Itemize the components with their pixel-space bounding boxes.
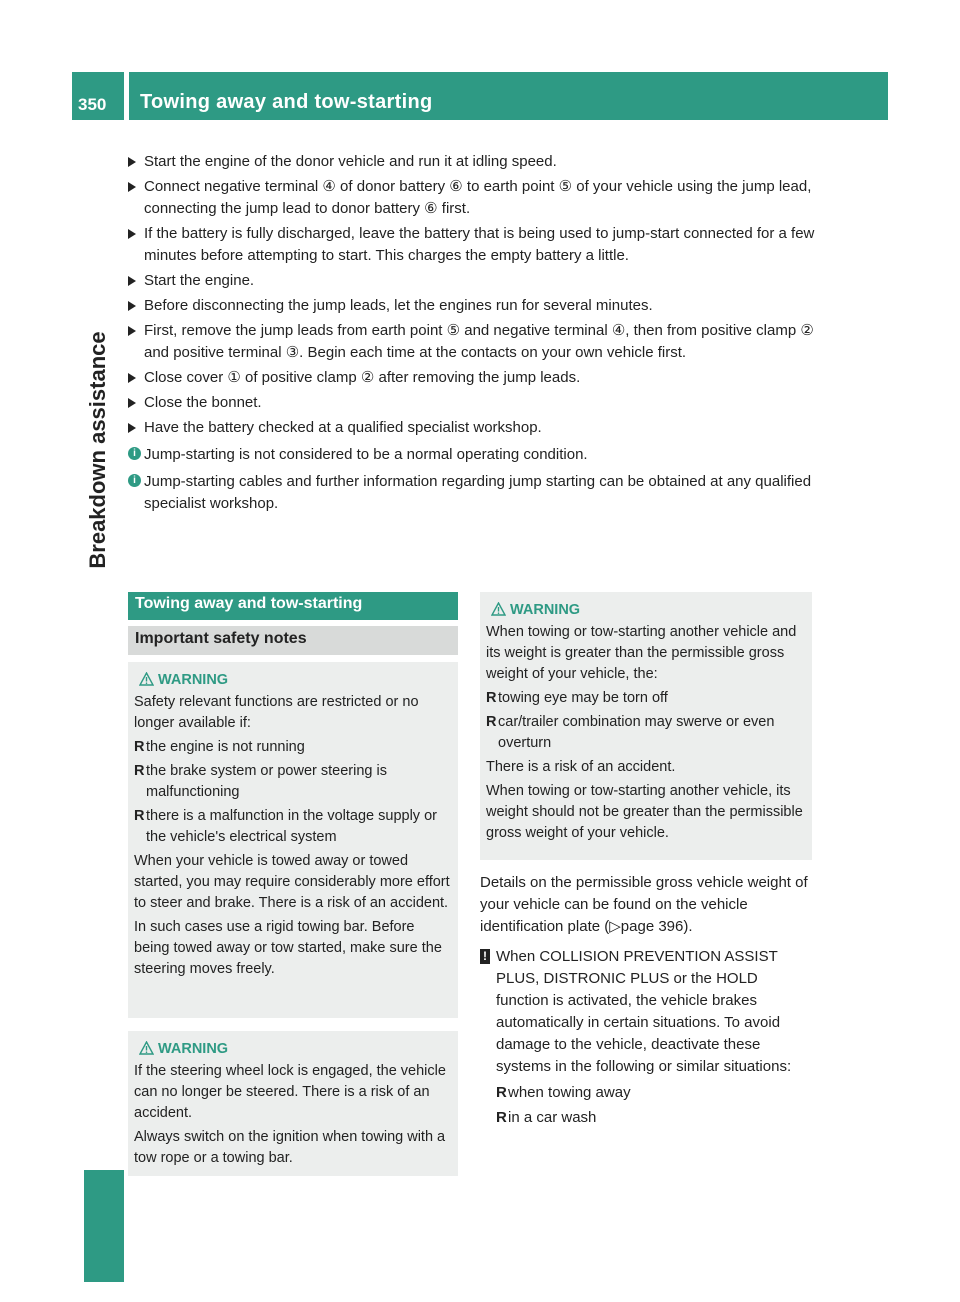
warning-text: Safety relevant functions are restricted or no longer available if: bbox=[134, 694, 419, 731]
section-heading bbox=[128, 592, 458, 620]
step-item bbox=[128, 417, 816, 439]
step-item bbox=[128, 151, 816, 173]
arrow-right-icon bbox=[128, 301, 136, 311]
warning-text: When towing or tow-starting another vehicle and its weight is greater than the permissible gross weight of your vehicle, the: bbox=[486, 624, 797, 682]
info-note bbox=[128, 471, 816, 515]
bullet-item: R the engine is not running bbox=[134, 739, 305, 755]
bullet-text: the engine is not running bbox=[146, 739, 305, 755]
warning-triangle-icon bbox=[139, 672, 154, 686]
page-header bbox=[129, 72, 888, 120]
warning-box bbox=[128, 662, 458, 1018]
caution-text: When COLLISION PREVENTION ASSIST PLUS, DISTRONIC PLUS or the HOLD function is activated, the vehicle brakes automatically in certain situations. To avoid damage to the vehicle, deactivate these systems in the following or similar situations: bbox=[496, 948, 792, 1075]
arrow-right-icon bbox=[128, 157, 136, 167]
warning-label: WARNING bbox=[510, 602, 581, 618]
info-icon: i bbox=[128, 474, 141, 487]
warning-text: There is a risk of an accident. bbox=[486, 759, 676, 775]
page-ref-arrow-icon: ▷ bbox=[609, 918, 621, 935]
arrow-right-icon bbox=[128, 276, 136, 286]
warning-text: If the steering wheel lock is engaged, the vehicle can no longer be steered. There is a risk of an accident. bbox=[134, 1063, 446, 1121]
bullet-item: R car/trailer combination may swerve or even overturn bbox=[486, 714, 775, 751]
step-item bbox=[128, 320, 816, 364]
page-number: 350 bbox=[78, 95, 107, 114]
arrow-right-icon bbox=[128, 229, 136, 239]
warning-label: WARNING bbox=[158, 672, 229, 688]
bullet-item: R in a car wash bbox=[496, 1109, 597, 1126]
exclamation-icon: ! bbox=[480, 949, 490, 964]
bullet-text: there is a malfunction in the voltage supply or the vehicle's electrical system bbox=[146, 808, 437, 845]
step-item bbox=[128, 223, 816, 267]
step-text: Before disconnecting the jump leads, let the engines run for several minutes. bbox=[144, 297, 653, 314]
sidebar-section-label: Breakdown assistance bbox=[85, 331, 110, 569]
step-item bbox=[128, 295, 816, 317]
warning-text: When towing or tow-starting another vehicle, its weight should not be greater than the permissible gross weight of your vehicle. bbox=[486, 783, 803, 841]
warning-text: In such cases use a rigid towing bar. Before being towed away or tow started, make sure the steering moves freely. bbox=[134, 919, 442, 977]
warning-text: Always switch on the ignition when towing with a tow rope or a towing bar. bbox=[134, 1129, 446, 1166]
step-text: Have the battery checked at a qualified specialist workshop. bbox=[144, 419, 542, 436]
page-number-box bbox=[72, 72, 124, 120]
warning-heading bbox=[134, 1039, 452, 1059]
instruction-steps bbox=[128, 151, 816, 519]
warning-box bbox=[128, 1031, 458, 1176]
bullet-text: car/trailer combination may swerve or even overturn bbox=[498, 714, 775, 751]
info-icon: i bbox=[128, 447, 141, 460]
warning-heading bbox=[134, 670, 452, 690]
subsection-heading bbox=[128, 626, 458, 655]
bullet-item: R when towing away bbox=[496, 1084, 631, 1101]
step-item bbox=[128, 176, 816, 220]
step-text: Start the engine of the donor vehicle and run it at idling speed. bbox=[144, 153, 557, 170]
bullet-text: towing eye may be torn off bbox=[498, 690, 668, 706]
arrow-right-icon bbox=[128, 398, 136, 408]
warning-triangle-icon bbox=[139, 1041, 154, 1055]
arrow-right-icon bbox=[128, 423, 136, 433]
step-item bbox=[128, 270, 816, 292]
section-title: Towing away and tow-starting bbox=[135, 595, 363, 612]
step-item bbox=[128, 392, 816, 414]
step-text: Close the bonnet. bbox=[144, 394, 262, 411]
warning-triangle-icon bbox=[491, 602, 506, 616]
details-block bbox=[480, 872, 812, 1132]
info-text: Jump-starting is not considered to be a normal operating condition. bbox=[144, 446, 588, 463]
warning-label: WARNING bbox=[158, 1041, 229, 1057]
bullet-item: R there is a malfunction in the voltage supply or the vehicle's electrical system bbox=[134, 808, 437, 845]
details-text: Details on the permissible gross vehicle weight of your vehicle can be found on the vehicle identification plate ( bbox=[480, 874, 808, 935]
page-reference-link[interactable]: page 396). bbox=[620, 918, 693, 935]
subsection-title: Important safety notes bbox=[135, 630, 307, 647]
step-text: Close cover ① of positive clamp ② after removing the jump leads. bbox=[144, 369, 581, 386]
arrow-right-icon bbox=[128, 182, 136, 192]
arrow-right-icon bbox=[128, 326, 136, 336]
bullet-item: R the brake system or power steering is malfunctioning bbox=[134, 763, 387, 800]
step-text: If the battery is fully discharged, leave the battery that is being used to jump-start connected for a few minutes before attempting to start. This charges the empty battery a little. bbox=[144, 225, 815, 264]
info-text: Jump-starting cables and further information regarding jump starting can be obtained at any qualified specialist workshop. bbox=[144, 473, 812, 512]
sidebar-color-block bbox=[84, 1170, 124, 1282]
bullet-item: R towing eye may be torn off bbox=[486, 690, 668, 706]
bullet-text: when towing away bbox=[508, 1084, 631, 1101]
warning-box bbox=[480, 592, 812, 860]
step-item bbox=[128, 367, 816, 389]
info-note bbox=[128, 444, 816, 466]
caution-note bbox=[480, 946, 812, 1129]
bullet-text: in a car wash bbox=[508, 1109, 597, 1126]
step-text: Connect negative terminal ④ of donor battery ⑥ to earth point ⑤ of your vehicle using the jump lead, connecting the jump lead to donor battery ⑥ first. bbox=[144, 178, 812, 217]
page-title: Towing away and tow-starting bbox=[140, 91, 433, 113]
step-text: First, remove the jump leads from earth point ⑤ and negative terminal ④, then from positive clamp ② and positive terminal ③. Begin each time at the contacts on your own vehicle first. bbox=[144, 322, 814, 361]
bullet-text: the brake system or power steering is malfunctioning bbox=[146, 763, 387, 800]
warning-heading bbox=[486, 600, 806, 620]
details-paragraph bbox=[480, 872, 812, 938]
arrow-right-icon bbox=[128, 373, 136, 383]
step-text: Start the engine. bbox=[144, 272, 255, 289]
warning-text: When your vehicle is towed away or towed started, you may require considerably more effort to steer and brake. There is a risk of an accident. bbox=[134, 853, 450, 911]
